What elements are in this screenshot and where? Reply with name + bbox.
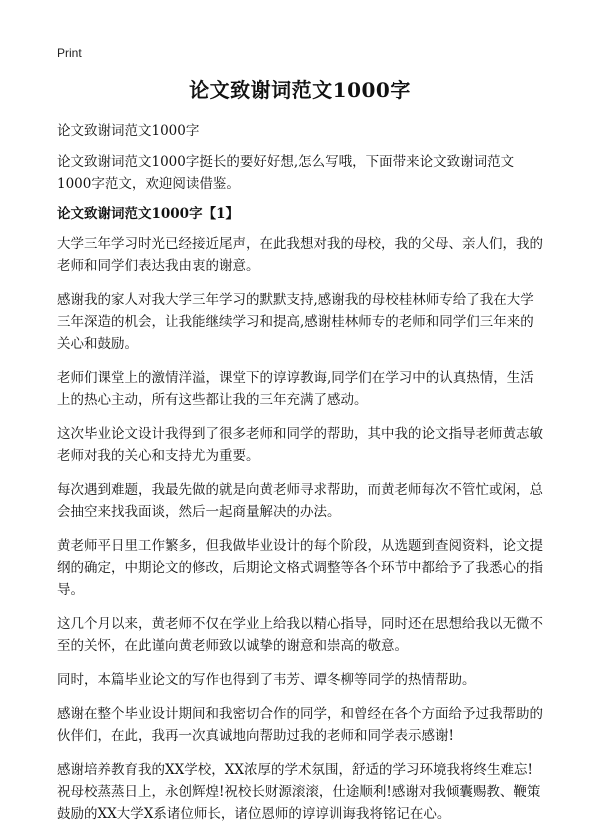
body-paragraph: 感谢我的家人对我大学三年学习的默默支持,感谢我的母校桂林师专给了我在大学三年深造的机会，让我能继续学习和提高,感谢桂林师专的老师和同学们三年来的关心和鼓励。 xyxy=(57,292,534,352)
intro-paragraph: 论文致谢词范文1000字挺长的要好好想,怎么写哦，下面带来论文致谢词范文1000字范文，欢迎阅读借鉴。 xyxy=(57,154,515,192)
body-paragraph: 同时，本篇毕业论文的写作也得到了韦芳、谭冬柳等同学的热情帮助。 xyxy=(57,672,476,688)
print-link[interactable]: Print xyxy=(57,46,82,60)
body-paragraph: 老师们课堂上的激情洋溢，课堂下的谆谆教诲,同学们在学习中的认真热情，生活上的热心主动，所有这些都让我的三年充满了感动。 xyxy=(57,370,534,408)
body-paragraph: 大学三年学习时光已经接近尾声，在此我想对我的母校，我的父母、亲人们，我的老师和同学们表达我由衷的谢意。 xyxy=(57,236,543,274)
document-subtitle: 论文致谢词范文1000字 xyxy=(57,123,200,139)
body-paragraph: 感谢在整个毕业设计期间和我密切合作的同学，和曾经在各个方面给予过我帮助的伙伴们，在此，我再一次真诚地向帮助过我的老师和同学表示感谢! xyxy=(57,706,543,744)
document-body xyxy=(57,120,546,837)
document-title: 论文致谢词范文1000字 xyxy=(189,78,411,102)
body-paragraph: 感谢培养教育我的XX学校，XX浓厚的学术氛围，舒适的学习环境我将终生难忘!祝母校蒸蒸日上，永创辉煌!祝校长财源滚滚，仕途顺利!感谢对我倾囊赐教、鞭策鼓励的XX大学X系诸位师长，诸位恩师的谆谆训诲我将铭记在心。 xyxy=(57,762,541,822)
body-paragraph: 每次遇到难题，我最先做的就是向黄老师寻求帮助，而黄老师每次不管忙或闲，总会抽空来找我面谈，然后一起商量解决的办法。 xyxy=(57,482,543,520)
body-paragraph: 这几个月以来，黄老师不仅在学业上给我以精心指导，同时还在思想给我以无微不至的关怀，在此谨向黄老师致以诚挚的谢意和崇高的敬意。 xyxy=(57,616,543,654)
section-heading: 论文致谢词范文1000字【1】 xyxy=(57,206,239,222)
body-paragraph: 这次毕业论文设计我得到了很多老师和同学的帮助，其中我的论文指导老师黄志敏老师对我的关心和支持尤为重要。 xyxy=(57,426,543,464)
body-paragraph: 黄老师平日里工作繁多，但我做毕业设计的每个阶段，从选题到查阅资料，论文提纲的确定，中期论文的修改，后期论文格式调整等各个环节中都给予了我悉心的指导。 xyxy=(57,538,543,598)
